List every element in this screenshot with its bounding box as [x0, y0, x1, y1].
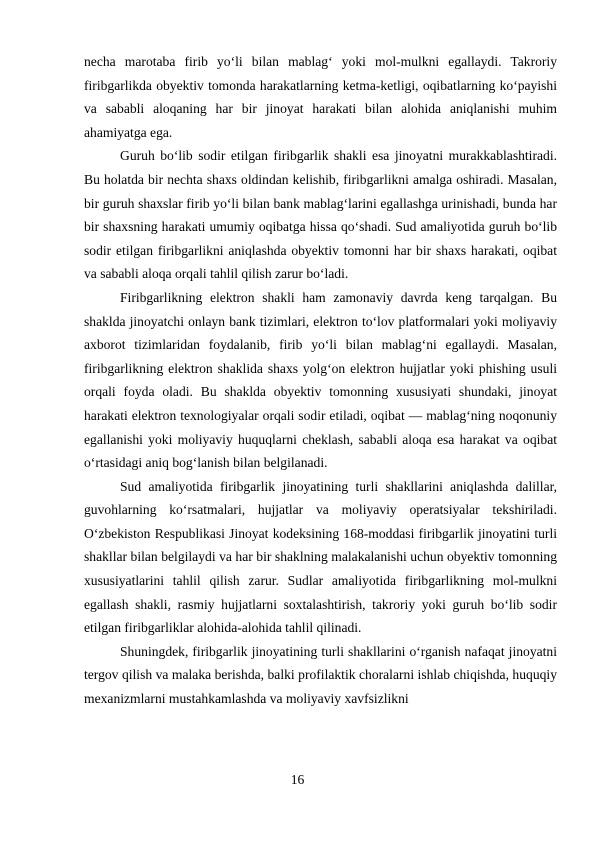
paragraph-group-fraud: Guruh bo‘lib sodir etilgan firibgarlik shakli esa jinoyatni murakkablashtiradi. Bu holatda bir nechta shaxs oldindan kelishib, firibgarlikni amalga oshiradi. Masalan, bir guruh shaxslar firib yo‘li bilan bank mablag‘larini egallashga urinishadi, bunda har bir shaxsning harakati umumiy oqibatga hissa qo‘shadi. Sud amaliyotida guruh bo‘lib sodir etilgan firibgarlikni aniqlashda obyektiv tomonni har bir shaxs harakati, oqibat va sababli aloqa orqali tahlil qilish zarur bo‘ladi. [84, 148, 557, 282]
paragraph-court-practice: Sud amaliyotida firibgarlik jinoyatining turli shakllarini aniqlashda dalillar, guvohlarning ko‘rsatmalari, hujjatlar va moliyaviy operatsiyalar tekshiriladi. O‘zbekiston Respublikasi Jinoyat kodeksining 168-moddasi firibgarlik jinoyatini turli shakllar bilan belgilaydi va har bir shaklning malakalanishi uchun obyektiv tomonning xususiyatlarini tahlil qilish zarur. Sudlar amaliyotida firibgarlikning mol-mulkni egallash shakli, rasmiy hujjatlarni soxtalashtirish, takroriy yoki guruh bo‘lib sodir etilgan firibgarliklar alohida-alohida tahlil qilinadi. [84, 478, 557, 636]
page-number: 16 [290, 772, 305, 787]
page-body [84, 50, 557, 711]
paragraph-electronic-fraud: Firibgarlikning elektron shakli ham zamonaviy davrda keng tarqalgan. Bu shaklda jinoyatchi onlayn bank tizimlari, elektron to‘lov platformalari yoki moliyaviy axborot tizimlaridan foydalanib, firib yo‘li bilan mablag‘ni egallaydi. Masalan, firibgarlikning elektron shaklida shaxs yolg‘on elektron hujjatlar yoki phishing usuli orqali foyda oladi. Bu shaklda obyektiv tomonning xususiyati shundaki, jinoyat harakati elektron texnologiyalar orqali sodir etiladi, oqibat — mablag‘ning noqonuniy egallanishi yoki moliyaviy huquqlarni cheklash, sababli aloqa esa harakat va oqibat o‘rtasidagi aniq bog‘lanish bilan belgilanadi. [84, 289, 557, 471]
paragraph-continuation: necha marotaba firib yo‘li bilan mablag‘ yoki mol-mulkni egallaydi. Takroriy firibgarlikda obyektiv tomonda harakatlarning ketma-ketligi, oqibatlarning ko‘payishi va sababli aloqaning har bir jinoyat harakati bilan alohida aniqlanishi muhim ahamiyatga ega. [84, 54, 557, 140]
paragraph-conclusion: Shuningdek, firibgarlik jinoyatining turli shakllarini o‘rganish nafaqat jinoyatni tergov qilish va malaka berishda, balki profilaktik choralarni ishlab chiqishda, huquqiy mexanizmlarni mustahkamlashda va moliyaviy xavfsizlikni [84, 643, 557, 707]
